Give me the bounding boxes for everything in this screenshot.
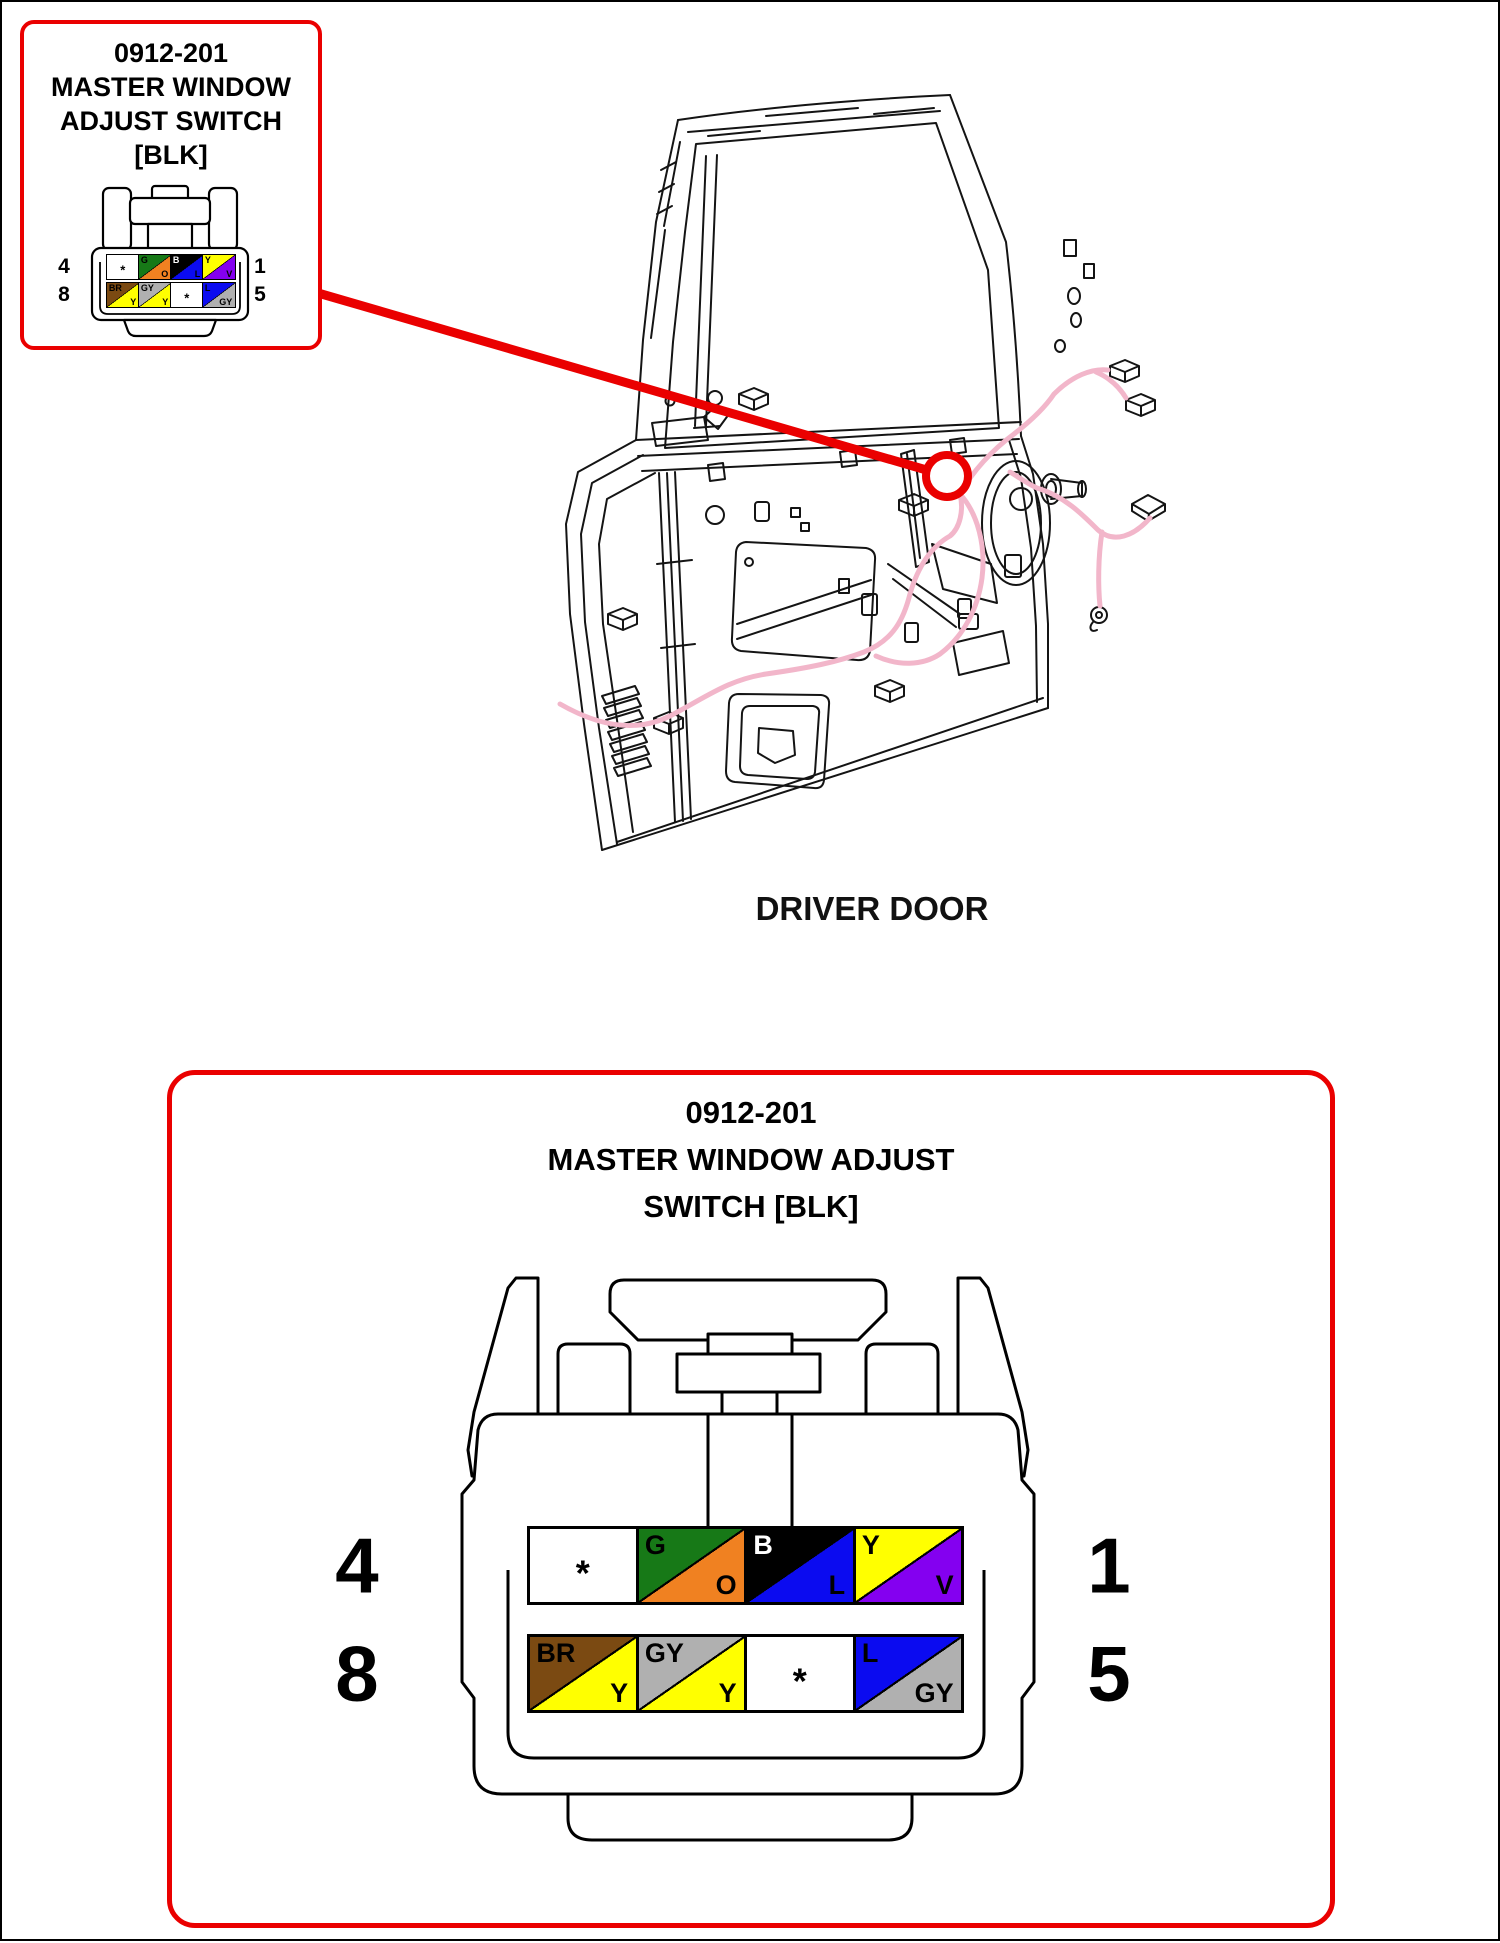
pin-number-right: 1 <box>1087 1521 1131 1609</box>
wire-color-top: Y <box>204 255 211 266</box>
wire-color-bottom: O <box>715 1570 737 1601</box>
wire-color-bottom: V <box>935 1570 954 1601</box>
wire-color-bottom: Y <box>610 1678 629 1709</box>
pin-cell <box>527 1634 639 1713</box>
wire-color-top: GY <box>644 1637 684 1668</box>
wire-color-top: G <box>140 255 148 266</box>
pin-cell <box>853 1634 965 1713</box>
connector-callout-title: 0912-201 MASTER WINDOW ADJUST SWITCH [BLK] <box>24 36 318 172</box>
pin-number-left: 8 <box>58 283 70 306</box>
wire-color-bottom: GY <box>219 296 233 307</box>
wire-color-top: BR <box>536 1637 576 1668</box>
wire-color-bottom: Y <box>718 1678 737 1709</box>
wire-color-bottom: L <box>194 268 201 279</box>
wire-color-top: G <box>644 1529 666 1560</box>
wire-color-top: BR <box>108 283 122 294</box>
wire-color-top: B <box>172 255 180 266</box>
part-number: 0912-201 <box>113 38 229 68</box>
no-wire-mark: * <box>120 261 126 277</box>
pin-number-right: 5 <box>254 283 266 306</box>
pin-cell <box>744 1634 856 1713</box>
pin-number-right: 5 <box>1087 1629 1131 1717</box>
no-wire-mark: * <box>184 289 190 305</box>
wire-color-top: L <box>861 1637 879 1668</box>
pin-cell <box>527 1526 639 1605</box>
no-wire-mark: * <box>792 1659 807 1701</box>
wire-color-bottom: GY <box>914 1678 954 1709</box>
wire-color-top: B <box>753 1529 773 1560</box>
pin-number-left: 8 <box>335 1629 379 1717</box>
wire-color-top: GY <box>140 283 154 294</box>
wire-color-top: L <box>204 283 211 294</box>
wire-color-bottom: Y <box>162 296 169 307</box>
pin-cell <box>853 1526 965 1605</box>
wire-color-bottom: Y <box>130 296 137 307</box>
door-caption: DRIVER DOOR <box>755 890 989 927</box>
connector-detail-title: 0912-201 MASTER WINDOW ADJUST SWITCH [BLK] <box>172 1089 1330 1230</box>
pin-cell <box>636 1634 748 1713</box>
pin-cell <box>744 1526 856 1605</box>
pin-cell <box>636 1526 748 1605</box>
wire-color-top: Y <box>861 1529 880 1560</box>
part-number: 0912-201 <box>685 1095 817 1130</box>
pin-number-left: 4 <box>335 1521 379 1609</box>
pin-number-left: 4 <box>58 255 70 278</box>
wire-color-bottom: O <box>161 268 169 279</box>
no-wire-mark: * <box>575 1551 590 1593</box>
wire-color-bottom: V <box>226 268 233 279</box>
wire-color-bottom: L <box>828 1570 846 1601</box>
pin-number-right: 1 <box>254 255 266 278</box>
